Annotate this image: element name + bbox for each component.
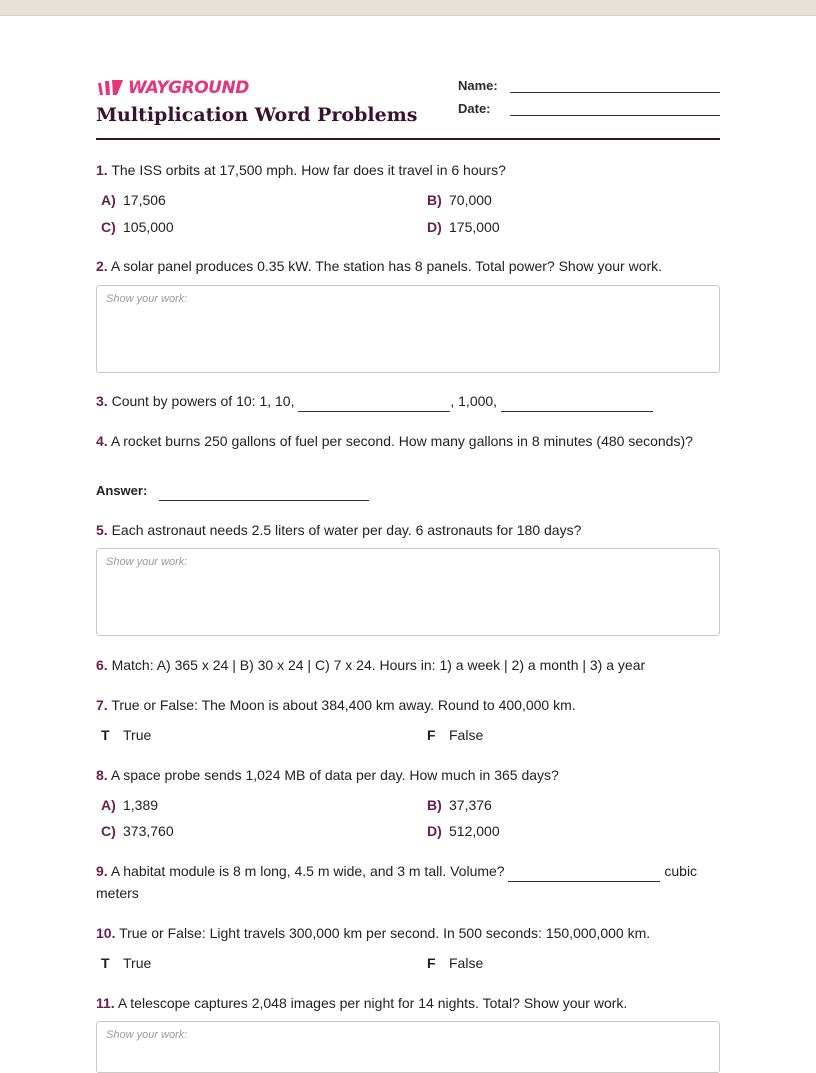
question-9 (96, 860, 720, 904)
work-placeholder: Show your work: (106, 293, 188, 305)
brand-name: WAYGROUND (128, 78, 249, 98)
date-row (458, 101, 720, 116)
work-box[interactable] (96, 285, 720, 373)
answer-line[interactable] (159, 485, 369, 501)
question-10 (96, 922, 720, 944)
question-text: A rocket burns 250 gallons of fuel per second. How many gallons in 8 minutes (480 seconds)? (110, 433, 693, 449)
question-text: Count by powers of 10: 1, 10, (111, 393, 295, 409)
question-2 (96, 255, 720, 277)
answer-label: Answer: (96, 483, 148, 498)
question-number: 7. (96, 697, 108, 713)
question-number: 3. (96, 393, 108, 409)
option-d[interactable]: D) 512,000 (427, 823, 500, 839)
option-d[interactable]: D) 175,000 (427, 219, 500, 235)
question-number: 10. (96, 925, 116, 941)
option-b[interactable]: B) 37,376 (427, 797, 492, 813)
date-label: Date: (458, 101, 491, 116)
question-number: 9. (96, 863, 108, 879)
name-input-line[interactable] (510, 78, 720, 93)
answer-blank[interactable] (298, 396, 450, 412)
option-true[interactable]: T True (101, 955, 152, 971)
question-number: 11. (96, 995, 115, 1011)
question-text: cubic (664, 863, 698, 879)
question-4 (96, 430, 720, 452)
option-false[interactable]: F False (427, 727, 484, 743)
question-text: meters (96, 885, 139, 901)
option-c[interactable]: C) 105,000 (101, 219, 174, 235)
work-box[interactable] (96, 548, 720, 636)
wayground-logo-icon (96, 79, 124, 97)
work-box[interactable] (96, 1021, 720, 1073)
question-6 (96, 654, 720, 676)
question-text: A habitat module is 8 m long, 4.5 m wide, and 3 m tall. Volume? (110, 863, 505, 879)
answer-blank[interactable] (508, 866, 660, 882)
question-text: A telescope captures 2,048 images per night for 14 nights. Total? Show your work. (117, 995, 628, 1011)
question-text: A space probe sends 1,024 MB of data per day. How much in 365 days? (110, 767, 559, 783)
name-label: Name: (458, 78, 498, 93)
question-number: 8. (96, 767, 108, 783)
question-text: True or False: Light travels 300,000 km per second. In 500 seconds: 150,000,000 km. (119, 925, 651, 941)
question-8 (96, 764, 720, 786)
work-placeholder: Show your work: (106, 556, 188, 568)
work-placeholder: Show your work: (106, 1029, 188, 1041)
option-a[interactable]: A) 17,506 (101, 192, 166, 208)
question-text: Match: A) 365 x 24 | B) 30 x 24 | C) 7 x 24. Hours in: 1) a week | 2) a month | 3) a year (111, 657, 646, 673)
question-text: A solar panel produces 0.35 kW. The station has 8 panels. Total power? Show your work. (110, 258, 663, 274)
question-number: 4. (96, 433, 108, 449)
question-text: The ISS orbits at 17,500 mph. How far does it travel in 6 hours? (111, 162, 506, 178)
answer-blank[interactable] (501, 396, 653, 412)
question-text: True or False: The Moon is about 384,400 km away. Round to 400,000 km. (111, 697, 576, 713)
date-input-line[interactable] (510, 101, 720, 116)
name-row (458, 78, 720, 93)
question-3 (96, 390, 720, 412)
top-bar (0, 0, 816, 16)
option-c[interactable]: C) 373,760 (101, 823, 174, 839)
question-text: , 1,000, (450, 393, 498, 409)
option-b[interactable]: B) 70,000 (427, 192, 492, 208)
option-a[interactable]: A) 1,389 (101, 797, 159, 813)
question-7 (96, 694, 720, 716)
question-1 (96, 159, 720, 181)
question-5 (96, 519, 720, 541)
question-number: 5. (96, 522, 108, 538)
question-text: Each astronaut needs 2.5 liters of water per day. 6 astronauts for 180 days? (111, 522, 582, 538)
page-title: Multiplication Word Problems (96, 104, 418, 126)
question-number: 1. (96, 162, 108, 178)
question-11 (96, 992, 720, 1014)
header-divider (96, 138, 720, 140)
option-false[interactable]: F False (427, 955, 484, 971)
question-number: 6. (96, 657, 108, 673)
option-true[interactable]: T True (101, 727, 152, 743)
question-number: 2. (96, 258, 108, 274)
brand-logo (96, 78, 249, 98)
